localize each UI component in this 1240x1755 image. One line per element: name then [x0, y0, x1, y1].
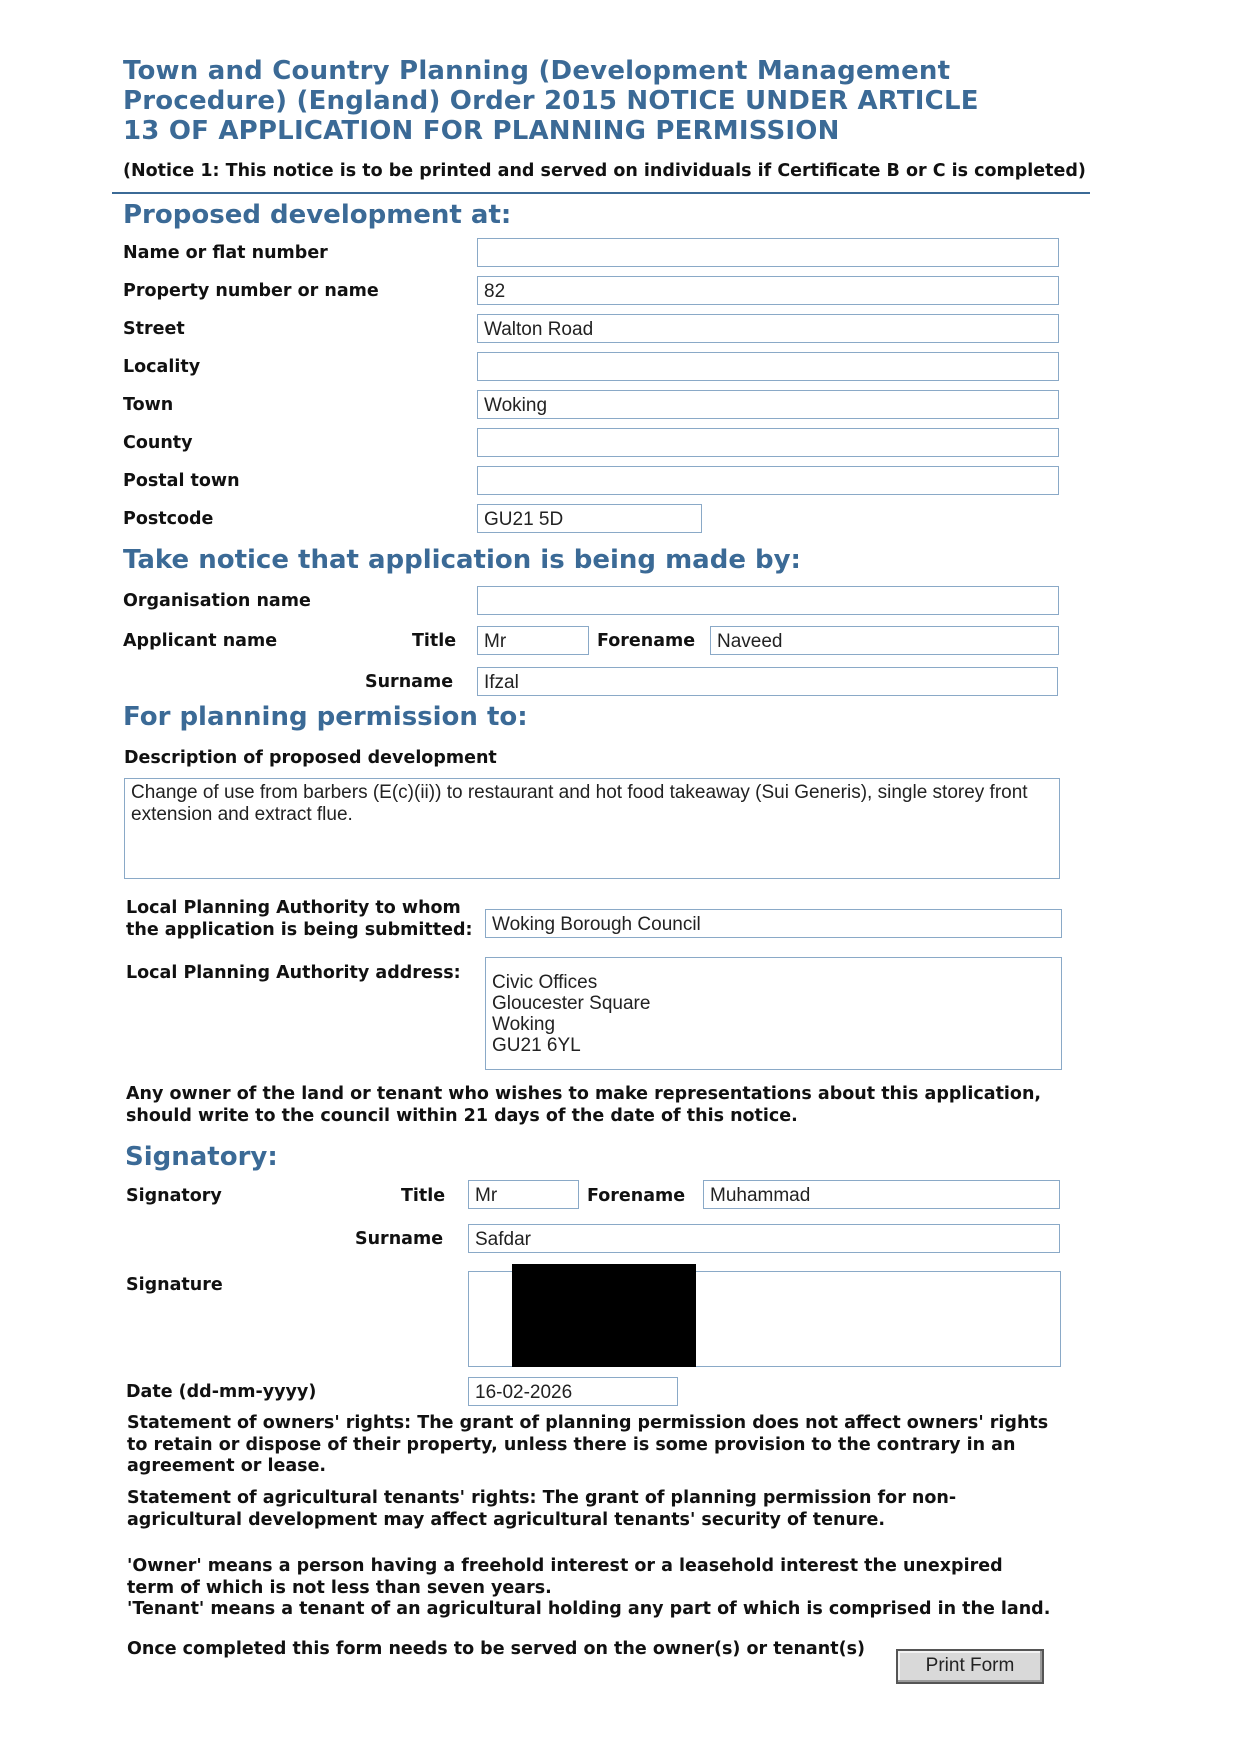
lpa-address-line-1: Civic Offices [492, 972, 598, 993]
form-title [123, 56, 1083, 146]
permission-heading: For planning permission to: [123, 702, 528, 732]
applicant-surname-label: Surname [365, 672, 454, 692]
applicant-surname-field[interactable]: Ifzal [477, 667, 1058, 696]
postal-town-field[interactable] [477, 466, 1059, 495]
organisation-field[interactable] [477, 586, 1059, 615]
signatory-surname-label: Surname [355, 1229, 444, 1249]
description-field[interactable]: Change of use from barbers (E(c)(ii)) to restaurant and hot food takeaway (Sui Generis), single storey front extension and extract flue. [124, 778, 1060, 879]
postcode-label: Postcode [123, 509, 214, 529]
lpa-label-line-2: the application is being submitted: [126, 920, 473, 940]
lpa-field[interactable]: Woking Borough Council [485, 909, 1062, 938]
applicant-name-label: Applicant name [123, 631, 278, 651]
definitions [127, 1556, 1087, 1621]
applicant-title-label: Title [412, 631, 457, 651]
locality-label: Locality [123, 357, 201, 377]
street-label: Street [123, 319, 185, 339]
header-divider [112, 192, 1090, 194]
applicant-forename-label: Forename [597, 631, 696, 651]
lpa-label-line-1: Local Planning Authority to whom [126, 898, 461, 918]
owners-line-2: to retain or dispose of their property, unless there is some provision to the contrary in an [127, 1434, 1016, 1455]
applicant-forename-field[interactable]: Naveed [710, 626, 1059, 655]
tenants-line-2: agricultural development may affect agricultural tenants' security of tenure. [127, 1509, 886, 1530]
postcode-field[interactable]: GU21 5D [477, 504, 702, 533]
tenants-line-1: Statement of agricultural tenants' rights: The grant of planning permission for non- [127, 1488, 957, 1508]
date-label: Date (dd-mm-yyyy) [126, 1382, 317, 1402]
print-form-button[interactable]: Print Form [896, 1649, 1044, 1684]
owner-definition-line-1: 'Owner' means a person having a freehold interest or a leasehold interest the unexpired [127, 1556, 1003, 1576]
lpa-address-line-4: GU21 6YL [492, 1035, 581, 1056]
property-label: Property number or name [123, 281, 379, 301]
signatory-title-field[interactable]: Mr [468, 1180, 579, 1209]
title-line-3: 13 OF APPLICATION FOR PLANNING PERMISSION [123, 116, 840, 146]
lpa-address-field[interactable] [485, 957, 1062, 1070]
signatory-forename-label: Forename [587, 1186, 686, 1206]
tenants-rights-statement [127, 1488, 1087, 1531]
county-label: County [123, 433, 193, 453]
notice-text: (Notice 1: This notice is to be printed and served on individuals if Certificate B or C is completed) [123, 161, 1086, 181]
town-label: Town [123, 395, 174, 415]
lpa-address-line-3: Woking [492, 1014, 556, 1035]
owners-line-3: agreement or lease. [127, 1456, 327, 1476]
lpa-address-label: Local Planning Authority address: [126, 963, 461, 983]
signatory-label: Signatory [126, 1186, 222, 1206]
title-line-1: Town and Country Planning (Development Management [123, 56, 951, 86]
applicant-title-field[interactable]: Mr [477, 626, 589, 655]
signature-label: Signature [126, 1275, 223, 1295]
organisation-label: Organisation name [123, 591, 311, 611]
representations-line-1: Any owner of the land or tenant who wishes to make representations about this application, [126, 1084, 1042, 1104]
name-label: Name or flat number [123, 243, 328, 263]
signatory-forename-field[interactable]: Muhammad [703, 1180, 1060, 1209]
lpa-label [126, 897, 473, 941]
representations-text [126, 1084, 1086, 1127]
signature-redaction [512, 1264, 696, 1367]
signatory-heading: Signatory: [125, 1142, 278, 1172]
signatory-surname-field[interactable]: Safdar [468, 1224, 1060, 1253]
county-field[interactable] [477, 428, 1059, 457]
date-field[interactable]: 16-02-2026 [468, 1377, 678, 1406]
owner-definition-line-2: term of which is not less than seven years. [127, 1577, 552, 1598]
description-label: Description of proposed development [124, 748, 497, 768]
signatory-title-label: Title [401, 1186, 446, 1206]
town-field[interactable]: Woking [477, 390, 1059, 419]
name-field[interactable] [477, 238, 1059, 267]
title-line-2: Procedure) (England) Order 2015 NOTICE UNDER ARTICLE [123, 86, 979, 116]
street-field[interactable]: Walton Road [477, 314, 1059, 343]
tenant-definition: 'Tenant' means a tenant of an agricultural holding any part of which is comprised in the land. [127, 1599, 1051, 1619]
locality-field[interactable] [477, 352, 1059, 381]
postal-town-label: Postal town [123, 471, 240, 491]
owners-rights-statement [127, 1413, 1087, 1478]
applicant-heading: Take notice that application is being made by: [123, 545, 801, 575]
served-notice: Once completed this form needs to be served on the owner(s) or tenant(s) [127, 1639, 865, 1659]
property-field[interactable]: 82 [477, 276, 1059, 305]
development-heading: Proposed development at: [123, 200, 512, 230]
owners-line-1: Statement of owners' rights: The grant of planning permission does not affect owners' rights [127, 1413, 1049, 1433]
lpa-address-line-2: Gloucester Square [492, 993, 651, 1014]
representations-line-2: should write to the council within 21 days of the date of this notice. [126, 1105, 798, 1126]
